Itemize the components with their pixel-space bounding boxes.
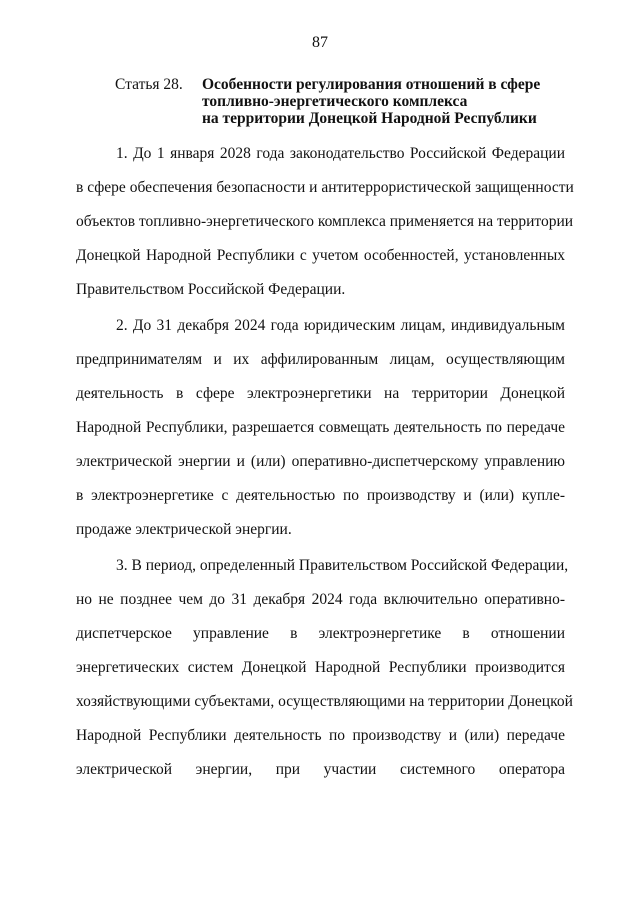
paragraph-line: Народной Республики деятельность по производству и (или) передаче bbox=[76, 727, 565, 744]
paragraph-line: предпринимателям и их аффилированным лицам, осуществляющим bbox=[76, 351, 565, 368]
paragraph-line: 1. До 1 января 2028 года законодательство Российской Федерации bbox=[116, 145, 565, 162]
paragraph-line: 2. До 31 декабря 2024 года юридическим лицам, индивидуальным bbox=[116, 317, 565, 334]
paragraph-line: Донецкой Народной Республики с учетом особенностей, установленных bbox=[76, 247, 565, 264]
article-title-line: топливно-энергетического комплекса bbox=[202, 93, 468, 110]
paragraph-line: в электроэнергетике с деятельностью по производству и (или) купле- bbox=[76, 487, 565, 504]
paragraph-line: диспетчерское управление в электроэнергетике в отношении bbox=[76, 625, 565, 642]
paragraph-line: но не позднее чем до 31 декабря 2024 года включительно оперативно- bbox=[76, 591, 565, 608]
paragraph-line: энергетических систем Донецкой Народной Республики производится bbox=[76, 659, 565, 676]
paragraph-line: Народной Республики, разрешается совмещать деятельность по передаче bbox=[76, 419, 565, 436]
paragraph-line: Правительством Российской Федерации. bbox=[76, 281, 346, 298]
paragraph-line: электрической энергии, при участии системного оператора bbox=[76, 761, 565, 778]
article-label: Статья 28. bbox=[115, 76, 183, 93]
paragraph-line: продаже электрической энергии. bbox=[76, 521, 292, 538]
paragraph-line: объектов топливно-энергетического комплекса применяется на территории bbox=[76, 213, 574, 230]
paragraph-line: электрической энергии и (или) оперативно-диспетчерскому управлению bbox=[76, 453, 565, 470]
article-title-line: Особенности регулирования отношений в сфере bbox=[202, 76, 541, 93]
page-number: 87 bbox=[312, 34, 328, 51]
article-title-line: на территории Донецкой Народной Республики bbox=[202, 110, 537, 127]
paragraph-line: в сфере обеспечения безопасности и антитеррористической защищенности bbox=[76, 179, 574, 196]
paragraph-line: деятельность в сфере электроэнергетики на территории Донецкой bbox=[76, 385, 565, 402]
paragraph-line: хозяйствующими субъектами, осуществляющими на территории Донецкой bbox=[76, 693, 573, 710]
paragraph-line: 3. В период, определенный Правительством Российской Федерации, bbox=[116, 557, 569, 574]
article-title bbox=[202, 76, 582, 127]
